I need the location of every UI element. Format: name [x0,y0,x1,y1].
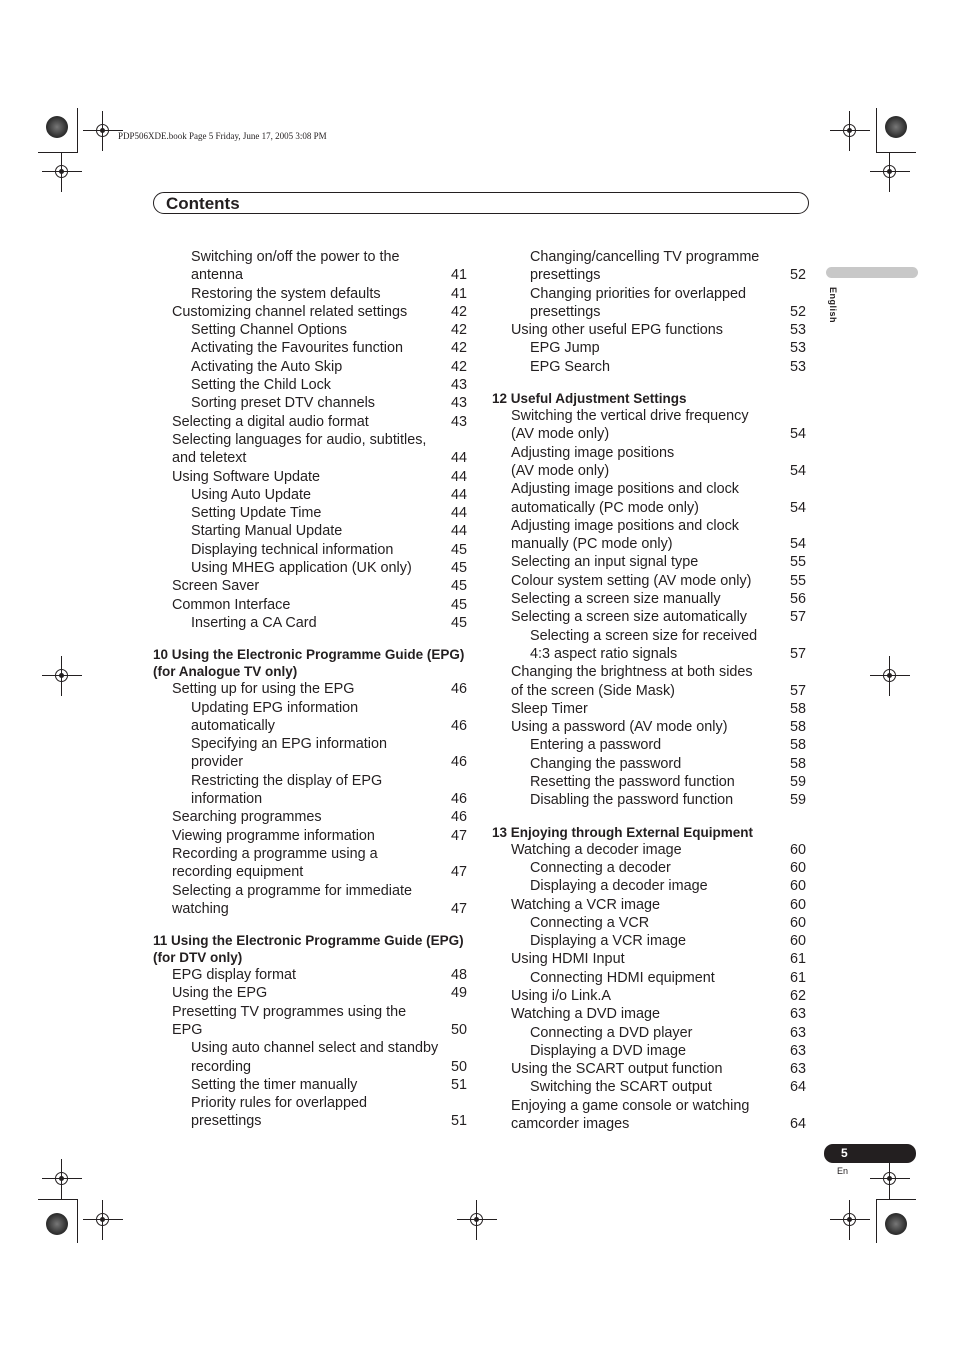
toc-entry-title: Sleep Timer [511,700,591,718]
toc-entry[interactable] [492,969,806,987]
toc-page-number: 44 [448,486,467,504]
toc-page-number: 45 [448,559,467,577]
toc-entry[interactable] [153,808,467,826]
toc-entry-title: Using i/o Link.A [511,987,614,1005]
toc-entry[interactable] [153,984,467,1002]
toc-entry[interactable] [492,700,806,718]
toc-entry-title: Disabling the password function [530,791,736,809]
toc-entry[interactable] [153,1112,467,1130]
toc-entry[interactable] [492,248,806,266]
toc-entry-title: Setting Update Time [191,504,324,522]
toc-entry[interactable] [153,772,467,790]
toc-entry[interactable] [153,486,467,504]
toc-entry[interactable] [492,773,806,791]
toc-entry[interactable] [153,1039,467,1057]
toc-entry[interactable] [492,914,806,932]
toc-entry-title: Displaying a decoder image [530,877,711,895]
toc-entry-title: Setting Channel Options [191,321,350,339]
toc-page-number: 42 [448,303,467,321]
toc-entry[interactable] [492,859,806,877]
toc-page-number: 43 [448,413,467,431]
toc-page-number: 58 [787,700,806,718]
toc-entry-title: presettings [191,1112,264,1130]
toc-page-number: 42 [448,339,467,357]
toc-column-left [153,248,467,1131]
toc-entry[interactable] [153,541,467,559]
toc-entry[interactable] [492,462,806,480]
section-heading: 12 Useful Adjustment Settings [492,391,687,407]
toc-entry[interactable] [492,499,806,517]
toc-entry[interactable] [153,376,467,394]
toc-page-number: 54 [787,425,806,443]
section-heading: 13 Enjoying through External Equipment [492,824,754,840]
toc-entry[interactable] [492,1005,806,1023]
language-label: English [828,287,838,324]
toc-entry-title: Changing the brightness at both sides [492,664,756,680]
toc-page-number: 60 [787,932,806,950]
toc-page-number: 55 [787,572,806,590]
toc-entry-title: Watching a VCR image [511,896,663,914]
toc-entry-title: Using the SCART output function [511,1060,725,1078]
toc-entry-title: (AV mode only) [511,462,612,480]
toc-entry[interactable] [153,827,467,845]
toc-page-number: 60 [787,914,806,932]
crosshair-icon [83,1200,123,1240]
toc-entry-title: Changing priorities for overlapped [492,286,749,302]
toc-entry[interactable] [153,1003,467,1021]
contents-header [153,192,809,214]
section-heading: 10 Using the Electronic Programme Guide (EPG)(for Analogue TV only) [153,647,465,680]
toc-entry[interactable] [492,736,806,754]
toc-entry[interactable] [153,1076,467,1094]
toc-entry[interactable] [153,468,467,486]
toc-entry[interactable] [492,627,806,645]
toc-entry-title: Connecting HDMI equipment [530,969,718,987]
toc-entry[interactable] [153,522,467,540]
toc-entry[interactable] [153,614,467,632]
crosshair-icon [830,111,870,151]
toc-entry-title: presettings [530,303,603,321]
toc-entry-title: Setting the Child Lock [191,376,334,394]
toc-entry[interactable] [492,425,806,443]
toc-entry-title: Using other useful EPG functions [511,321,726,339]
toc-page-number: 58 [787,736,806,754]
toc-entry-title: Customizing channel related settings [172,303,410,321]
toc-entry[interactable] [153,863,467,881]
toc-page-number: 41 [448,266,467,284]
toc-entry-title: Entering a password [530,736,664,754]
toc-entry[interactable] [492,535,806,553]
toc-entry-title: Activating the Favourites function [191,339,406,357]
toc-entry-title: Starting Manual Update [191,522,345,540]
toc-entry[interactable] [153,717,467,735]
toc-entry[interactable] [492,285,806,303]
toc-entry-title: provider [191,753,246,771]
toc-page-number: 59 [787,791,806,809]
toc-entry[interactable] [153,449,467,467]
toc-entry[interactable] [492,987,806,1005]
toc-entry[interactable] [153,358,467,376]
toc-entry[interactable] [492,1115,806,1133]
toc-page-number: 56 [787,590,806,608]
toc-entry[interactable] [153,248,467,266]
toc-entry[interactable] [492,663,806,681]
toc-entry[interactable] [153,339,467,357]
toc-page-number: 58 [787,718,806,736]
toc-entry-title: Selecting a programme for immediate [153,883,415,899]
toc-page-number: 60 [787,877,806,895]
toc-page-number: 63 [787,1042,806,1060]
toc-entry-title: EPG display format [172,966,299,984]
toc-page-number: 53 [787,321,806,339]
toc-page-number: 45 [448,541,467,559]
toc-entry-title: EPG [172,1021,205,1039]
toc-entry[interactable] [153,431,467,449]
toc-entry-title: Viewing programme information [172,827,378,845]
toc-page-number: 51 [448,1112,467,1130]
toc-page-number: 54 [787,499,806,517]
toc-page-number: 53 [787,358,806,376]
toc-entry[interactable] [492,407,806,425]
crosshair-icon [870,656,910,696]
toc-entry[interactable] [492,572,806,590]
toc-entry[interactable] [153,504,467,522]
toc-entry[interactable] [153,577,467,595]
toc-page-number: 44 [448,504,467,522]
toc-entry-title: information [191,790,265,808]
toc-entry[interactable] [153,680,467,698]
toc-entry[interactable] [153,753,467,771]
toc-entry-title: Updating EPG information [153,700,361,716]
toc-page-number: 51 [448,1076,467,1094]
toc-entry[interactable] [492,1042,806,1060]
toc-entry-title: Changing/cancelling TV programme [492,249,762,265]
toc-entry-title: Recording a programme using a [153,846,381,862]
toc-entry-title: Selecting an input signal type [511,553,701,571]
toc-page-number: 44 [448,449,467,467]
toc-page-number: 58 [787,755,806,773]
toc-entry-title: Changing the password [530,755,684,773]
toc-entry-title: recording [191,1058,254,1076]
toc-page-number: 59 [787,773,806,791]
toc-page-number: 43 [448,376,467,394]
toc-page-number: 52 [787,266,806,284]
toc-entry-title: Priority rules for overlapped [153,1095,370,1111]
toc-entry-title: Enjoying a game console or watching [492,1098,752,1114]
toc-entry-title: Displaying a VCR image [530,932,689,950]
toc-page-number: 60 [787,896,806,914]
registration-disc-icon [885,116,907,138]
crosshair-icon [870,1159,910,1199]
toc-entry[interactable] [492,608,806,626]
crosshair-icon [83,111,123,151]
toc-page-number: 60 [787,841,806,859]
toc-entry[interactable] [492,755,806,773]
toc-entry-title: Resetting the password function [530,773,738,791]
toc-entry-title: Switching the SCART output [530,1078,715,1096]
toc-entry-title: Using the EPG [172,984,270,1002]
toc-entry-title: Searching programmes [172,808,325,826]
registration-disc-icon [46,116,68,138]
toc-page-number: 53 [787,339,806,357]
page-number: 5 [841,1146,848,1160]
toc-entry-title: 4:3 aspect ratio signals [530,645,680,663]
toc-page-number: 54 [787,535,806,553]
file-header-note: PDP506XDE.book Page 5 Friday, June 17, 2005 3:08 PM [118,131,327,141]
toc-page-number: 57 [787,682,806,700]
toc-page-number: 60 [787,859,806,877]
toc-page-number: 47 [448,900,467,918]
toc-entry[interactable] [153,559,467,577]
toc-entry[interactable] [492,553,806,571]
toc-page-number: 48 [448,966,467,984]
toc-entry-title: Presetting TV programmes using the [153,1004,409,1020]
toc-entry-title: Setting the timer manually [191,1076,360,1094]
toc-entry-title: recording equipment [172,863,306,881]
toc-page-number: 64 [787,1078,806,1096]
toc-entry-title: watching [172,900,232,918]
page-number-badge [824,1144,916,1163]
toc-entry-title: Switching the vertical drive frequency [492,408,752,424]
toc-page-number: 64 [787,1115,806,1133]
crosshair-icon [457,1200,497,1240]
toc-entry[interactable] [153,699,467,717]
toc-entry[interactable] [153,845,467,863]
toc-entry-title: Selecting a screen size automatically [511,608,750,626]
toc-entry[interactable] [492,682,806,700]
toc-entry-title: Activating the Auto Skip [191,358,345,376]
language-tab [826,267,918,278]
toc-entry-title: Adjusting image positions and clock [492,481,742,497]
toc-page-number: 50 [448,1058,467,1076]
toc-entry[interactable] [492,444,806,462]
toc-page-number: 42 [448,321,467,339]
toc-page-number: 47 [448,827,467,845]
toc-page-number: 46 [448,680,467,698]
toc-entry-title: camcorder images [511,1115,632,1133]
toc-entry-title: Switching on/off the power to the [153,249,403,265]
toc-entry[interactable] [492,718,806,736]
toc-entry[interactable] [153,596,467,614]
toc-entry-title: Using auto channel select and standby [153,1040,441,1056]
toc-entry-title: Using a password (AV mode only) [511,718,730,736]
toc-entry-title: Restoring the system defaults [191,285,384,303]
toc-entry[interactable] [492,1024,806,1042]
toc-column-right [492,248,806,1133]
toc-entry[interactable] [153,1094,467,1112]
section-heading: 11 Using the Electronic Programme Guide (EPG)(for DTV only) [153,933,464,966]
toc-entry-title: Using Auto Update [191,486,314,504]
toc-entry[interactable] [492,1078,806,1096]
toc-entry[interactable] [492,645,806,663]
toc-page-number: 61 [787,950,806,968]
toc-entry-title: Common Interface [172,596,293,614]
toc-entry[interactable] [492,950,806,968]
toc-entry-title: Selecting languages for audio, subtitles, [153,432,429,448]
toc-entry-title: manually (PC mode only) [511,535,676,553]
toc-entry[interactable] [153,882,467,900]
toc-entry-title: Adjusting image positions and clock [492,518,742,534]
toc-entry-title: Connecting a decoder [530,859,674,877]
toc-entry[interactable] [153,1058,467,1076]
toc-entry-title: Screen Saver [172,577,262,595]
toc-page-number: 46 [448,717,467,735]
toc-entry[interactable] [153,321,467,339]
toc-page-number: 45 [448,614,467,632]
toc-entry[interactable] [153,790,467,808]
toc-page-number: 41 [448,285,467,303]
toc-entry[interactable] [153,966,467,984]
toc-entry-title: antenna [191,266,246,284]
toc-page-number: 52 [787,303,806,321]
toc-page-number: 46 [448,808,467,826]
toc-entry-title: Restricting the display of EPG [153,773,385,789]
toc-entry-title: Setting up for using the EPG [172,680,357,698]
toc-entry[interactable] [492,841,806,859]
page-title: Contents [166,194,240,213]
crosshair-icon [830,1200,870,1240]
registration-disc-icon [885,1213,907,1235]
toc-entry-title: of the screen (Side Mask) [511,682,678,700]
toc-entry[interactable] [492,896,806,914]
toc-entry-title: Using MHEG application (UK only) [191,559,415,577]
toc-entry[interactable] [153,285,467,303]
toc-entry-title: Connecting a VCR [530,914,652,932]
crosshair-icon [42,1159,82,1199]
toc-page-number: 42 [448,358,467,376]
toc-entry-title: Specifying an EPG information [153,736,390,752]
toc-entry-title: Watching a DVD image [511,1005,663,1023]
toc-entry-title: Sorting preset DTV channels [191,394,378,412]
toc-entry[interactable] [153,1021,467,1039]
toc-page-number: 63 [787,1024,806,1042]
toc-entry[interactable] [153,735,467,753]
toc-page-number: 57 [787,645,806,663]
registration-disc-icon [46,1213,68,1235]
toc-page-number: 44 [448,522,467,540]
toc-entry-title: automatically (PC mode only) [511,499,702,517]
toc-entry-title: Using HDMI Input [511,950,628,968]
toc-page-number: 46 [448,790,467,808]
toc-entry-title: (AV mode only) [511,425,612,443]
toc-page-number: 43 [448,394,467,412]
toc-page-number: 46 [448,753,467,771]
toc-entry[interactable] [153,394,467,412]
toc-entry-title: Watching a decoder image [511,841,685,859]
toc-entry[interactable] [492,1060,806,1078]
toc-entry-title: Displaying a DVD image [530,1042,689,1060]
toc-entry-title: and teletext [172,449,249,467]
toc-entry-title: EPG Jump [530,339,603,357]
toc-page-number: 55 [787,553,806,571]
toc-entry-title: Inserting a CA Card [191,614,320,632]
toc-page-number: 45 [448,577,467,595]
page-language-code: En [837,1166,849,1176]
toc-entry-title: Connecting a DVD player [530,1024,695,1042]
toc-entry[interactable] [492,590,806,608]
toc-page-number: 54 [787,462,806,480]
toc-entry-title: Adjusting image positions [492,445,677,461]
toc-page-number: 50 [448,1021,467,1039]
toc-page-number: 62 [787,987,806,1005]
toc-entry[interactable] [492,480,806,498]
toc-page-number: 45 [448,596,467,614]
crosshair-icon [42,152,82,192]
crosshair-icon [42,656,82,696]
toc-entry[interactable] [153,303,467,321]
toc-entry[interactable] [492,266,806,284]
toc-entry[interactable] [492,791,806,809]
toc-page-number: 63 [787,1060,806,1078]
toc-page-number: 61 [787,969,806,987]
toc-entry[interactable] [153,900,467,918]
toc-page-number: 63 [787,1005,806,1023]
toc-entry[interactable] [492,877,806,895]
toc-entry[interactable] [153,413,467,431]
toc-entry-title: Using Software Update [172,468,323,486]
toc-entry-title: Colour system setting (AV mode only) [511,572,754,590]
toc-entry[interactable] [492,321,806,339]
toc-page-number: 49 [448,984,467,1002]
toc-entry[interactable] [492,339,806,357]
toc-entry[interactable] [492,1097,806,1115]
toc-entry-title: Displaying technical information [191,541,396,559]
toc-entry-title: Selecting a screen size for received [492,628,760,644]
crosshair-icon [870,152,910,192]
toc-entry-title: EPG Search [530,358,613,376]
toc-entry-title: Selecting a digital audio format [172,413,372,431]
toc-page-number: 57 [787,608,806,626]
toc-entry[interactable] [492,303,806,321]
toc-page-number: 47 [448,863,467,881]
toc-page-number: 44 [448,468,467,486]
toc-entry-title: automatically [191,717,278,735]
toc-entry[interactable] [492,932,806,950]
toc-entry[interactable] [153,266,467,284]
toc-entry-title: presettings [530,266,603,284]
toc-entry[interactable] [492,358,806,376]
toc-entry[interactable] [492,517,806,535]
toc-entry-title: Selecting a screen size manually [511,590,724,608]
